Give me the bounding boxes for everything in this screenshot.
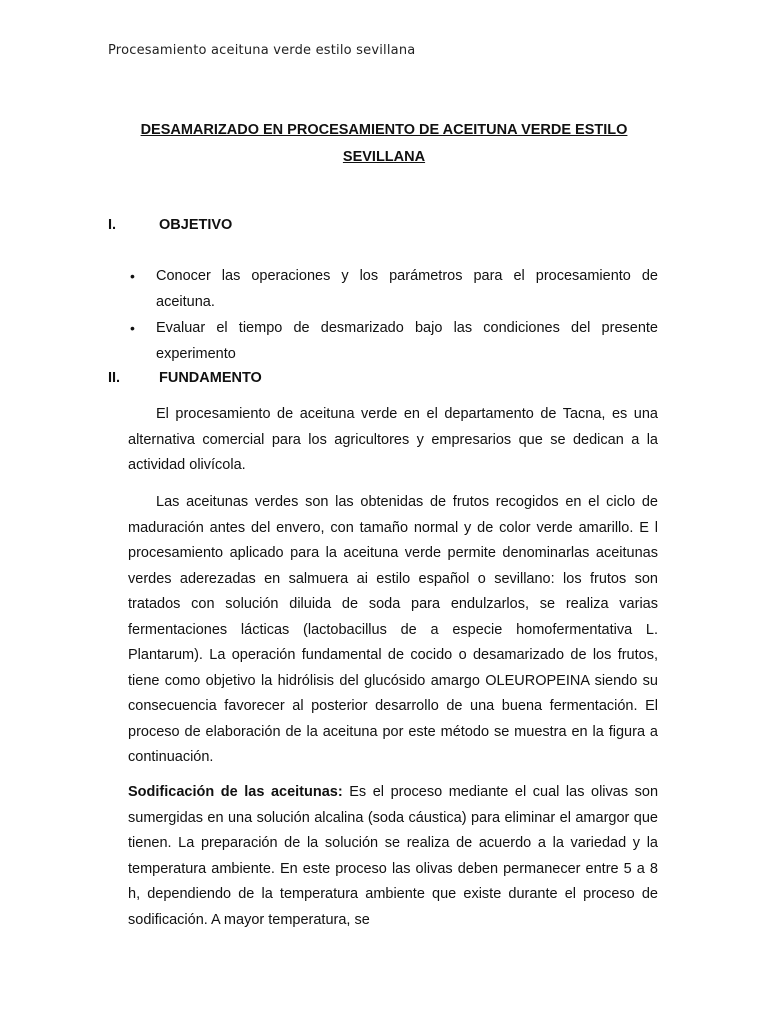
bullet-icon: •	[130, 320, 135, 336]
title-line-2: SEVILLANA	[342, 149, 426, 165]
section-title: FUNDAMENTO	[159, 370, 262, 386]
subsection-label: Sodificación de las aceitunas:	[128, 784, 343, 800]
section-number: I.	[108, 217, 117, 233]
section-title: OBJETIVO	[159, 217, 233, 233]
running-header: Procesamiento aceituna verde estilo sevillana	[108, 43, 416, 58]
title-line-1: DESAMARIZADO EN PROCESAMIENTO DE ACEITUNA VERDE ESTILO	[140, 122, 628, 138]
list-item: • Conocer las operaciones y los parámetros para el procesamiento de aceituna.	[130, 264, 658, 315]
section-number: II.	[108, 370, 121, 386]
paragraph: Las aceitunas verdes son las obtenidas de frutos recogidos en el ciclo de maduración antes del envero, con tamaño normal y de color verde amarillo. E l procesamiento aplicado para la aceituna verde permite denominarlas aceitunas verdes aderezadas en salmuera ai estilo español o sevillano: los frutos son tratados con solución diluida de soda para endulzarlos, se realiza varias fermentaciones lácticas (lactobacillus de a especie homofermentativa L. Plantarum). La operación fundamental de cocido o desamarizado de los frutos, tiene como objetivo la hidrólisis del glucósido amargo OLEUROPEINA siendo su consecuencia favorecer al posterior desarrollo de una buena fermentación. El proceso de elaboración de la aceituna por este método se muestra en la figura a continuación.	[128, 494, 658, 765]
document-title	[108, 117, 660, 171]
bullet-icon: •	[130, 268, 135, 284]
objective-list	[130, 264, 658, 368]
subsection-paragraph: Sodificación de las aceitunas: Es el proceso mediante el cual las olivas son sumergidas en una solución alcalina (soda cáustica) para eliminar el amargor que tienen. La preparación de la solución se realiza de acuerdo a la variedad y la temperatura ambiente. En este proceso las olivas deben permanecer entre 5 a 8 h, dependiendo de la temperatura ambiente que existe durante el proceso de sodificación. A mayor temperatura, se	[128, 784, 659, 928]
paragraph: El procesamiento de aceituna verde en el departamento de Tacna, es una alternativa comercial para los agricultores y empresarios que se dedican a la actividad olivícola.	[128, 406, 658, 473]
list-item: • Evaluar el tiempo de desmarizado bajo las condiciones del presente experimento	[130, 316, 658, 367]
